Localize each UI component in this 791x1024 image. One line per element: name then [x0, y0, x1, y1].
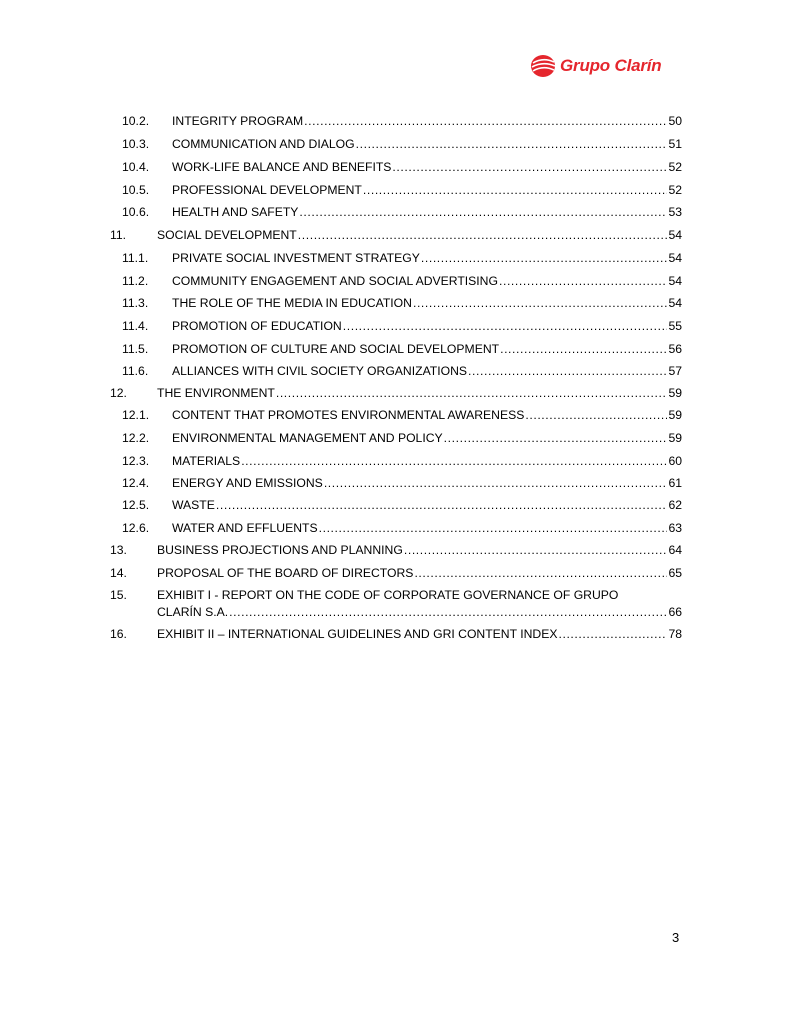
- toc-dot-leader: [216, 498, 668, 512]
- toc-entry-page: 59: [668, 431, 682, 445]
- toc-entry-page: 54: [668, 274, 682, 288]
- toc-entry-number: 10.5.: [122, 183, 150, 197]
- toc-entry-number: 13.: [110, 543, 127, 557]
- toc-entry-title: MATERIALS: [172, 454, 241, 468]
- toc-entry-number: 10.4.: [122, 160, 150, 174]
- toc-entry-title: WASTE: [172, 498, 215, 512]
- toc-entry-number: 10.3.: [122, 137, 150, 151]
- toc-dot-leader: [499, 274, 667, 288]
- grupo-clarin-logo: [530, 53, 660, 79]
- toc-entry-title: EXHIBIT II – INTERNATIONAL GUIDELINES AND GRI CONTENT INDEX: [157, 627, 558, 641]
- toc-entry-page: 52: [668, 183, 682, 197]
- toc-entry-title: ENVIRONMENTAL MANAGEMENT AND POLICY: [172, 431, 443, 445]
- toc-entry-title: PROFESSIONAL DEVELOPMENT: [172, 183, 362, 197]
- toc-entry-page: 64: [668, 543, 682, 557]
- toc-entry-page: 63: [668, 521, 682, 535]
- toc-dot-leader: [319, 521, 668, 535]
- toc-entry-title: PROPOSAL OF THE BOARD OF DIRECTORS: [157, 566, 414, 580]
- toc-entry-number: 12.2.: [122, 431, 150, 445]
- toc-dot-leader: [229, 605, 667, 619]
- toc-entry-title: ENERGY AND EMISSIONS: [172, 476, 323, 490]
- toc-entry-title-line1: EXHIBIT I - REPORT ON THE CODE OF CORPORATE GOVERNANCE OF GRUPO: [157, 588, 619, 602]
- toc-entry-title: ALLIANCES WITH CIVIL SOCIETY ORGANIZATIONS: [172, 364, 468, 378]
- toc-entry-page: 50: [668, 114, 682, 128]
- toc-entry-title: WATER AND EFFLUENTS: [172, 521, 318, 535]
- toc-entry-page: 55: [668, 319, 682, 333]
- toc-entry-title: INTEGRITY PROGRAM: [172, 114, 304, 128]
- toc-entry-number: 10.2.: [122, 114, 150, 128]
- toc-entry-number: 16.: [110, 627, 127, 641]
- toc-dot-leader: [421, 251, 668, 265]
- toc-entry-title: COMMUNICATION AND DIALOG: [172, 137, 355, 151]
- toc-entry-title: SOCIAL DEVELOPMENT: [157, 228, 297, 242]
- toc-entry-number: 11.5.: [122, 342, 149, 356]
- toc-dot-leader: [356, 137, 668, 151]
- toc-entry-number: 12.: [110, 386, 127, 400]
- toc-entry-page: 57: [668, 364, 682, 378]
- page-number: 3: [672, 930, 680, 945]
- toc-entry-number: 12.6.: [122, 521, 150, 535]
- toc-entry-number: 12.5.: [122, 498, 150, 512]
- toc-entry-number: 10.6.: [122, 205, 150, 219]
- toc-dot-leader: [413, 296, 667, 310]
- toc-dot-leader: [241, 454, 667, 468]
- toc-entry-title: THE ROLE OF THE MEDIA IN EDUCATION: [172, 296, 412, 310]
- toc-entry-number: 11.1.: [122, 251, 149, 265]
- toc-entry-page: 65: [668, 566, 682, 580]
- logo-text: Grupo Clarín: [560, 56, 662, 75]
- toc-dot-leader: [298, 228, 668, 242]
- toc-entry-page: 59: [668, 386, 682, 400]
- toc-dot-leader: [343, 319, 668, 333]
- toc-entry-title: PROMOTION OF EDUCATION: [172, 319, 342, 333]
- toc-entry-page: 54: [668, 251, 682, 265]
- toc-entry-number: 12.4.: [122, 476, 150, 490]
- toc-entry-title: PROMOTION OF CULTURE AND SOCIAL DEVELOPMENT: [172, 342, 500, 356]
- toc-dot-leader: [276, 386, 668, 400]
- toc-entry-page: 61: [668, 476, 682, 490]
- toc-entry-page: 78: [668, 627, 682, 641]
- toc-entry-number: 11.4.: [122, 319, 149, 333]
- toc-dot-leader: [392, 160, 667, 174]
- grupo-clarin-logo-icon: [530, 54, 556, 78]
- toc-entry-number: 12.1.: [122, 408, 150, 422]
- toc-entry-page: 60: [668, 454, 682, 468]
- toc-dot-leader: [500, 342, 667, 356]
- toc-entry-number: 15.: [110, 588, 127, 602]
- toc-dot-leader: [324, 476, 668, 490]
- toc-entry-page: 53: [668, 205, 682, 219]
- toc-entry-number: 11.2.: [122, 274, 149, 288]
- toc-entry-page: 52: [668, 160, 682, 174]
- toc-entry-number: 11.6.: [122, 364, 149, 378]
- toc-entry-title: HEALTH AND SAFETY: [172, 205, 299, 219]
- toc-entry-title: CONTENT THAT PROMOTES ENVIRONMENTAL AWARENESS: [172, 408, 525, 422]
- toc-entry-number: 11.: [110, 228, 127, 242]
- toc-entry-page: 59: [668, 408, 682, 422]
- toc-dot-leader: [404, 543, 668, 557]
- toc-entry-page: 62: [668, 498, 682, 512]
- toc-entry-title: WORK-LIFE BALANCE AND BENEFITS: [172, 160, 392, 174]
- toc-dot-leader: [525, 408, 667, 422]
- toc-entry-number: 12.3.: [122, 454, 150, 468]
- toc-dot-leader: [468, 364, 667, 378]
- toc-dot-leader: [304, 114, 667, 128]
- toc-dot-leader: [444, 431, 668, 445]
- toc-entry-page: 54: [668, 228, 682, 242]
- toc-entry-page: 66: [668, 605, 682, 619]
- toc-entry-number: 11.3.: [122, 296, 149, 310]
- toc-dot-leader: [299, 205, 667, 219]
- toc-dot-leader: [414, 566, 667, 580]
- toc-entry-title: PRIVATE SOCIAL INVESTMENT STRATEGY: [172, 251, 420, 265]
- toc-entry-page: 56: [668, 342, 682, 356]
- toc-entry-page: 54: [668, 296, 682, 310]
- toc-entry[interactable]: [110, 588, 682, 620]
- toc-dot-leader: [558, 627, 667, 641]
- toc-dot-leader: [363, 183, 668, 197]
- toc-entry-number: 14.: [110, 566, 127, 580]
- toc-entry-title: BUSINESS PROJECTIONS AND PLANNING: [157, 543, 403, 557]
- toc-entry-title: THE ENVIRONMENT: [157, 386, 275, 400]
- toc-entry-title: COMMUNITY ENGAGEMENT AND SOCIAL ADVERTISING: [172, 274, 498, 288]
- toc-entry-page: 51: [668, 137, 682, 151]
- toc-entry-title: CLARÍN S.A.: [157, 605, 229, 619]
